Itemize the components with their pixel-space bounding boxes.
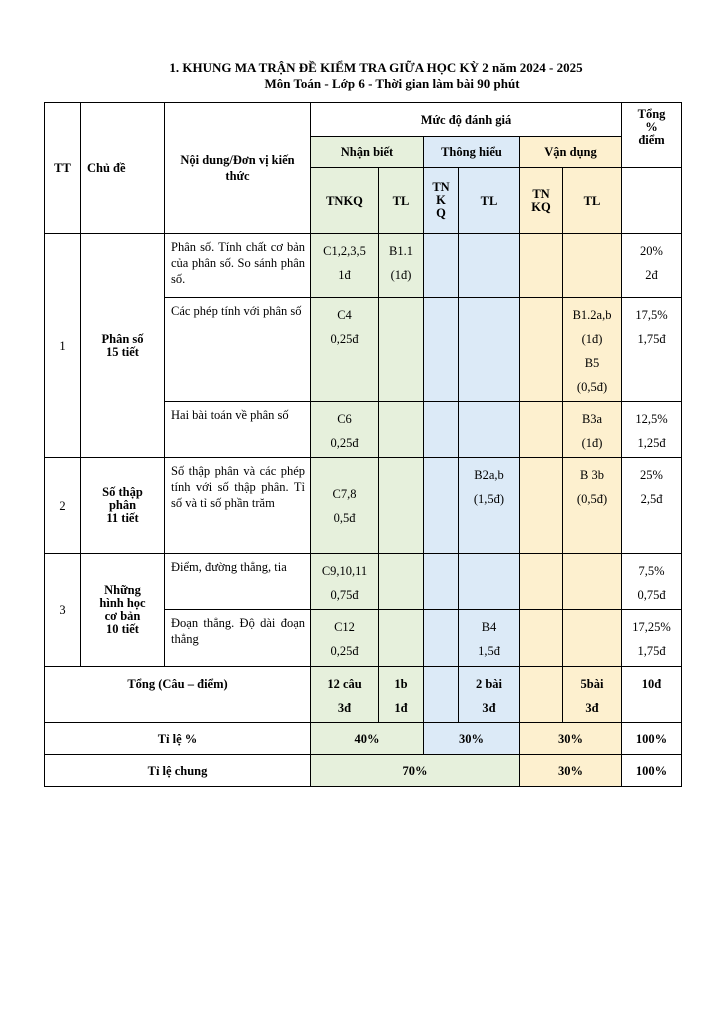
- vd-tl-cell: B1.2a,b (1đ) B5 (0,5đ): [563, 298, 622, 402]
- topic-tt: 2: [45, 458, 81, 554]
- ratio-total: 100%: [622, 723, 682, 755]
- nb-tnkq-cell: C1,2,3,5 1đ: [311, 234, 379, 298]
- ratio-row: [45, 723, 682, 755]
- header-vd-tl: TL: [563, 168, 622, 234]
- nb-tnkq-cell: 12 câu 3đ: [311, 667, 379, 723]
- vd-tl-cell: [563, 234, 622, 298]
- nb-tnkq-cell: C9,10,11 0,75đ: [311, 554, 379, 610]
- nb-tl-cell: [379, 298, 424, 402]
- th-tl-cell: B2a,b (1,5đ): [459, 458, 520, 554]
- th-tl-cell: [459, 402, 520, 458]
- header-vd-tnkq-2: KQ: [531, 199, 551, 214]
- header-vd-tnkq-1: TN: [532, 186, 550, 201]
- th-tnkq-cell: [424, 402, 459, 458]
- content-cell: Hai bài toán về phân số: [165, 402, 311, 458]
- vd-tnkq-cell: [520, 667, 563, 723]
- topic-name-line: 10 tiết: [106, 622, 139, 636]
- th-tnkq-cell: [424, 554, 459, 610]
- topic-name-line: Số thập: [102, 485, 143, 499]
- header-diem-line: điểm: [638, 133, 665, 147]
- nb-tl-cell: [379, 402, 424, 458]
- nb-tnkq-cell: C6 0,25đ: [311, 402, 379, 458]
- nb-tnkq-cell: C12 0,25đ: [311, 610, 379, 667]
- assessment-matrix-table: [44, 102, 682, 787]
- vd-tl-cell: B3a (1đ): [563, 402, 622, 458]
- ratio-general-total: 100%: [622, 755, 682, 787]
- ratio-th: 30%: [424, 723, 520, 755]
- vd-tnkq-cell: [520, 234, 563, 298]
- header-percent-line: %: [645, 120, 658, 134]
- topic-name-line: cơ bản: [104, 609, 141, 623]
- topic-name-line: Những: [104, 583, 141, 597]
- th-tl-cell: 2 bài 3đ: [459, 667, 520, 723]
- nb-tl-cell: B1.1 (1đ): [379, 234, 424, 298]
- topic-name-line: phân: [108, 498, 137, 512]
- nb-tnkq-cell: C7,8 0,5đ: [311, 458, 379, 554]
- vd-tnkq-cell: [520, 554, 563, 610]
- vd-tnkq-cell: [520, 458, 563, 554]
- total-cell: 10đ: [622, 667, 682, 723]
- th-tnkq-cell: [424, 298, 459, 402]
- th-tnkq-cell: [424, 667, 459, 723]
- vd-tl-cell: B 3b (0,5đ): [563, 458, 622, 554]
- ratio-general-label: Tỉ lệ chung: [45, 755, 311, 787]
- vd-tl-cell: 5bài 3đ: [563, 667, 622, 723]
- topic-name-line: hình học: [99, 596, 146, 610]
- content-cell: Phân số. Tính chất cơ bản của phân số. So sánh phân số.: [165, 234, 311, 298]
- header-tong-empty: [622, 168, 682, 234]
- total-cell: 20% 2đ: [622, 234, 682, 298]
- content-cell: Số thập phân và các phép tính với số thập phân. Tỉ số và tỉ số phần trăm: [165, 458, 311, 554]
- nb-tl-cell: 1b 1đ: [379, 667, 424, 723]
- header-nb-tnkq: TNKQ: [311, 168, 379, 234]
- total-cell: 12,5% 1,25đ: [622, 402, 682, 458]
- totals-row: [45, 667, 682, 723]
- content-cell: Các phép tính với phân số: [165, 298, 311, 402]
- content-cell: Đoạn thẳng. Độ dài đoạn thẳng: [165, 610, 311, 667]
- table-row: [45, 234, 682, 298]
- totals-label: Tổng (Câu – điểm): [45, 667, 311, 723]
- total-cell: 17,5% 1,75đ: [622, 298, 682, 402]
- total-cell: 25% 2,5đ: [622, 458, 682, 554]
- vd-tnkq-cell: [520, 610, 563, 667]
- header-th-tl: TL: [459, 168, 520, 234]
- topic-name-line: Phân số: [101, 331, 144, 346]
- ratio-general-left: 70%: [311, 755, 520, 787]
- content-cell: Điểm, đường thẳng, tia: [165, 554, 311, 610]
- th-tnkq-cell: [424, 234, 459, 298]
- topic-tt: 1: [45, 234, 81, 458]
- vd-tnkq-cell: [520, 402, 563, 458]
- vd-tl-cell: [563, 610, 622, 667]
- vd-tnkq-cell: [520, 298, 563, 402]
- th-tnkq-cell: [424, 458, 459, 554]
- ratio-nb: 40%: [311, 723, 424, 755]
- ratio-general-right: 30%: [520, 755, 622, 787]
- header-th-tnkq-3: Q: [436, 206, 446, 220]
- vd-tl-cell: [563, 554, 622, 610]
- header-nb-tl: TL: [379, 168, 424, 234]
- header-tt: TT: [45, 103, 81, 234]
- header-tong-line: Tổng: [637, 107, 666, 121]
- ratio-label: Tỉ lệ %: [45, 723, 311, 755]
- topic-name-line: 15 tiết: [106, 344, 139, 359]
- header-muc-do: Mức độ đánh giá: [311, 103, 622, 137]
- header-th-tnkq-2: K: [436, 193, 446, 207]
- th-tl-cell: [459, 234, 520, 298]
- header-tong-diem: [622, 103, 682, 168]
- th-tl-cell: B4 1,5đ: [459, 610, 520, 667]
- header-nhan-biet: Nhận biết: [311, 137, 424, 168]
- topic-name-line: 11 tiết: [106, 511, 139, 525]
- header-th-tnkq: [424, 168, 459, 234]
- ratio-general-row: [45, 755, 682, 787]
- table-row: [45, 458, 682, 554]
- topic-name: [81, 554, 165, 667]
- nb-tnkq-cell: C4 0,25đ: [311, 298, 379, 402]
- page-subtitle: Môn Toán - Lớp 6 - Thời gian làm bài 90 phút: [264, 76, 520, 91]
- topic-name: [81, 234, 165, 458]
- page-title: 1. KHUNG MA TRẬN ĐỀ KIỂM TRA GIỮA HỌC KỲ 2 năm 2024 - 2025: [169, 60, 583, 75]
- total-cell: 7,5% 0,75đ: [622, 554, 682, 610]
- th-tnkq-cell: [424, 610, 459, 667]
- th-tl-cell: [459, 554, 520, 610]
- th-tl-cell: [459, 298, 520, 402]
- header-noi-dung: Nội dung/Đơn vị kiến thức: [165, 103, 311, 234]
- ratio-vd: 30%: [520, 723, 622, 755]
- topic-tt: 3: [45, 554, 81, 667]
- header-chu-de: Chủ đề: [81, 103, 165, 234]
- header-van-dung: Vận dụng: [520, 137, 622, 168]
- table-row: [45, 554, 682, 610]
- header-th-tnkq-1: TN: [432, 180, 450, 194]
- topic-name: [81, 458, 165, 554]
- nb-tl-cell: [379, 458, 424, 554]
- header-row-1: [45, 103, 682, 137]
- header-thong-hieu: Thông hiểu: [424, 137, 520, 168]
- total-cell: 17,25% 1,75đ: [622, 610, 682, 667]
- nb-tl-cell: [379, 554, 424, 610]
- header-vd-tnkq: [520, 168, 563, 234]
- nb-tl-cell: [379, 610, 424, 667]
